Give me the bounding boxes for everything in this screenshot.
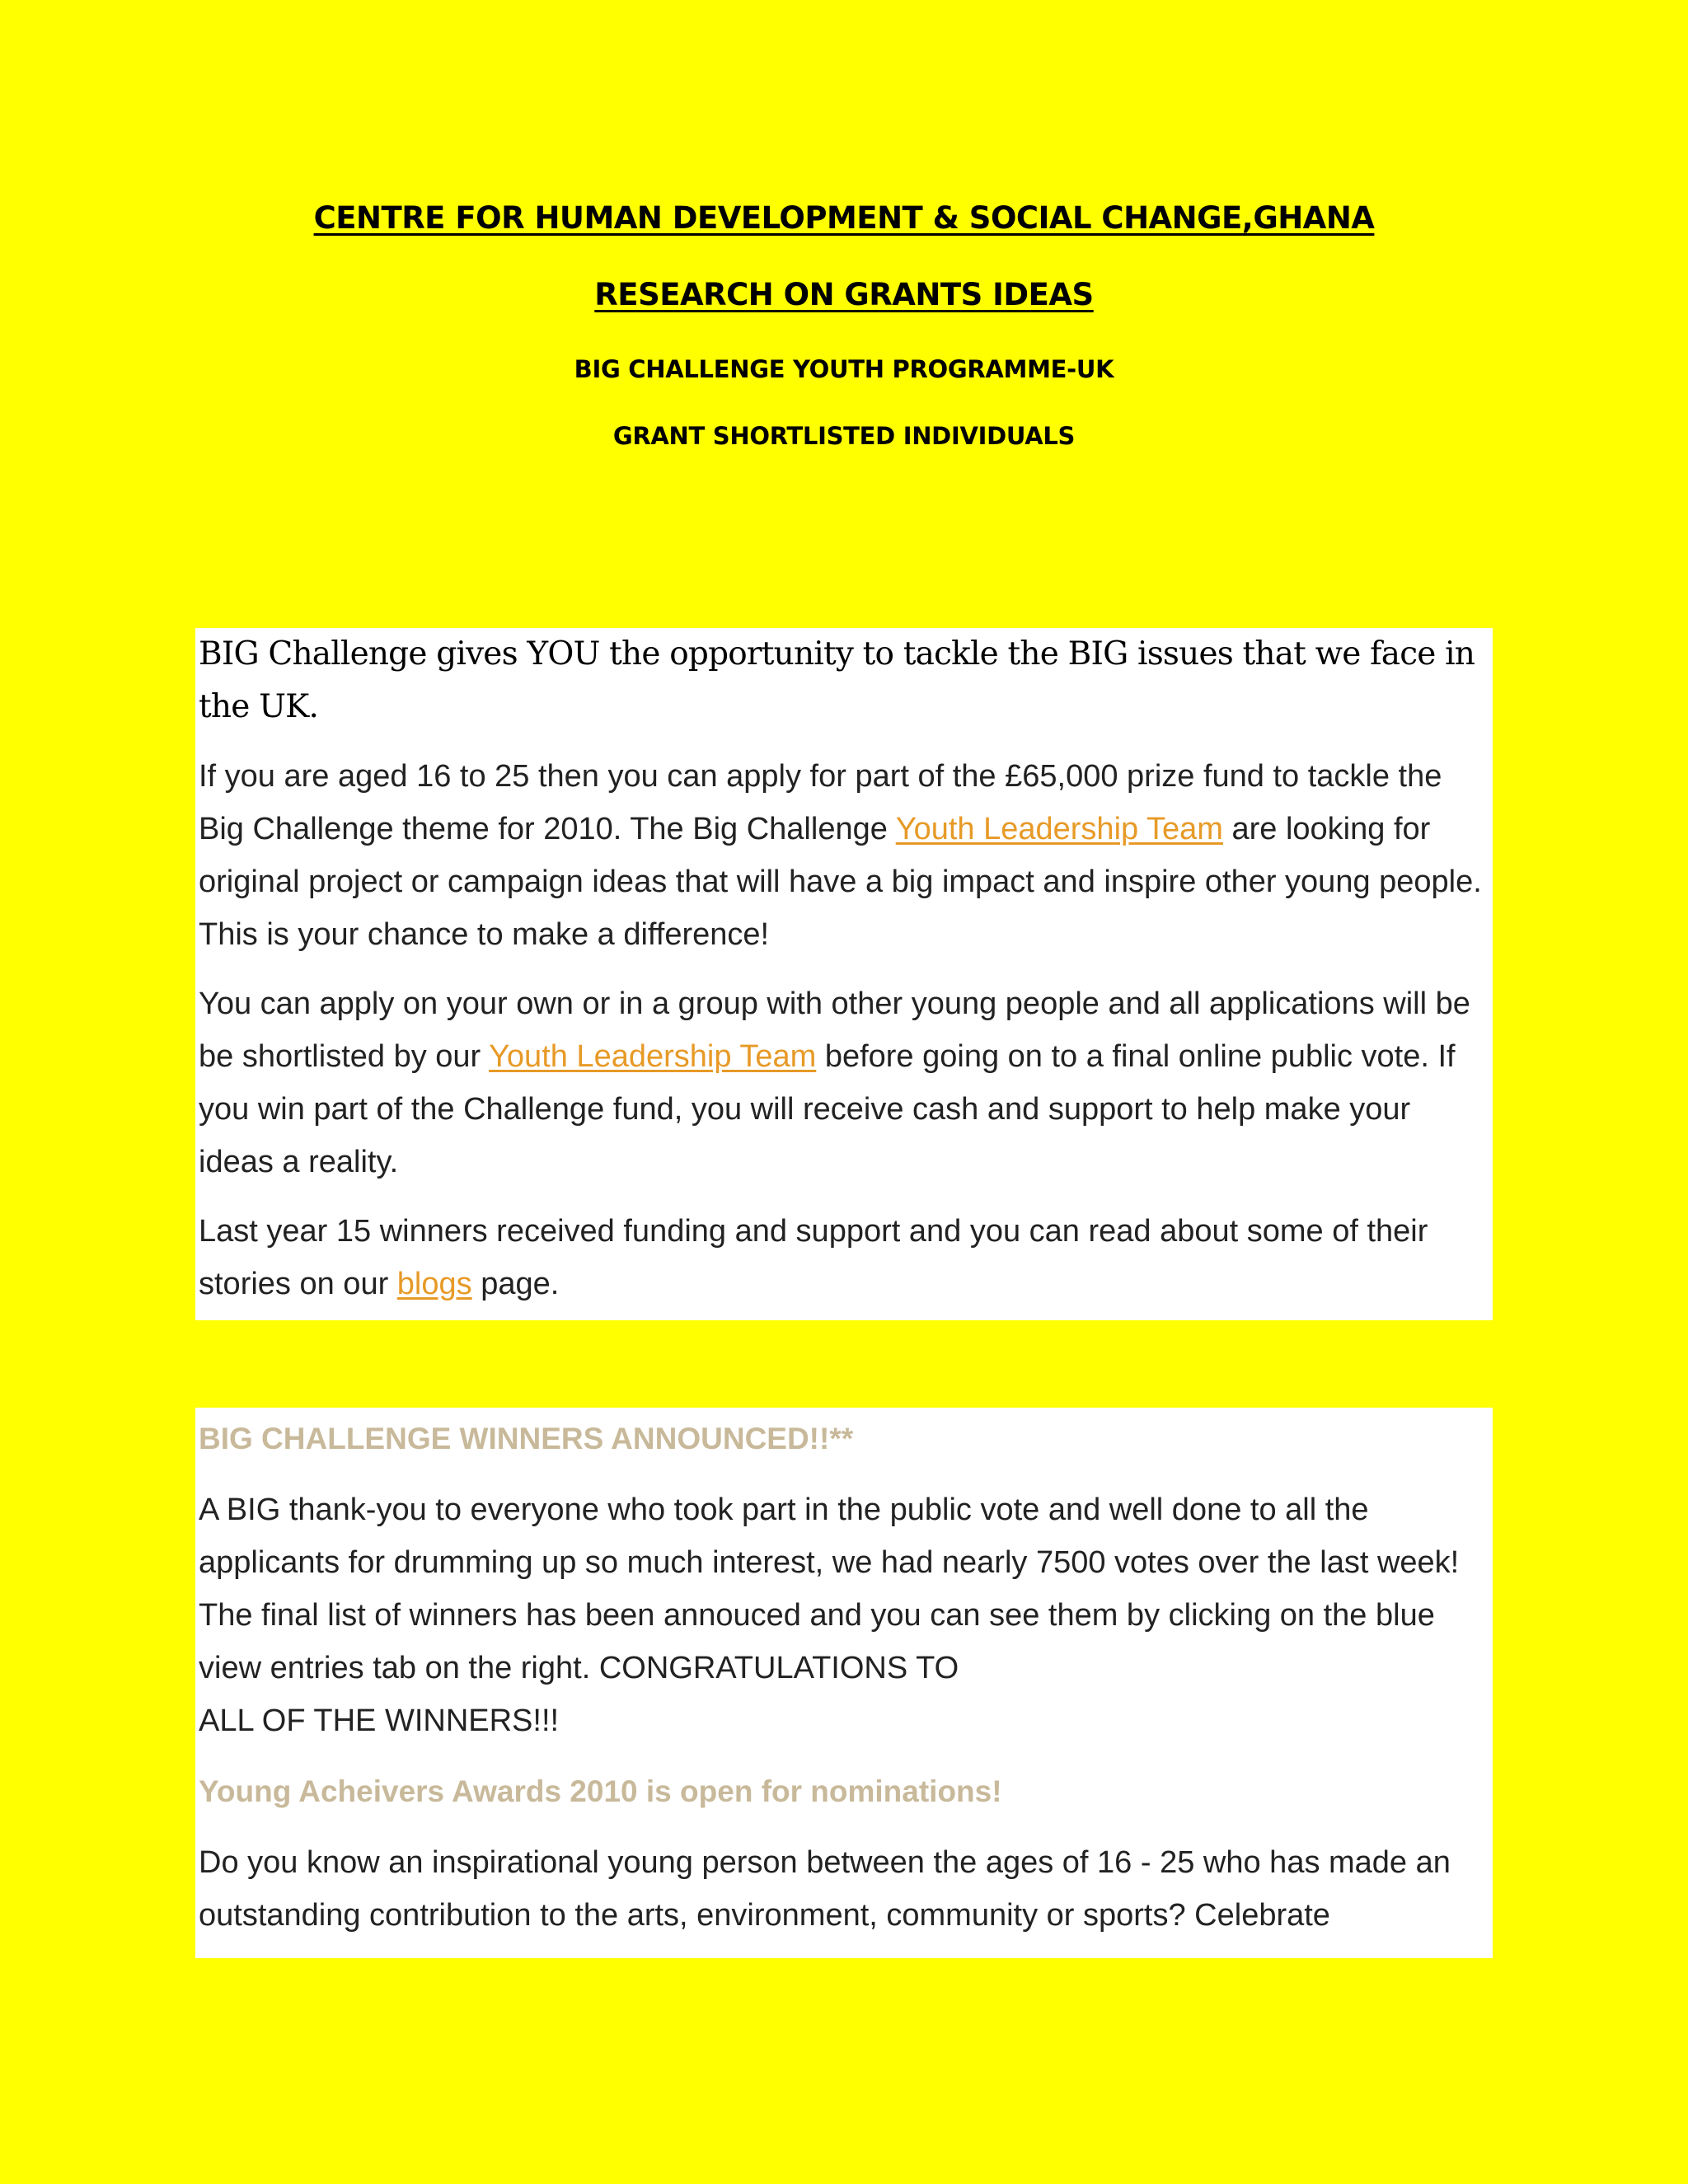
org-title: CENTRE FOR HUMAN DEVELOPMENT & SOCIAL CHANGE,GHANA: [313, 200, 1375, 236]
text-span: A BIG thank-you to everyone who took part in the public vote and well done to all the applicants for drumming up so much interest, we had nearly 7500 votes over the last week! The final list of winners has been annouced and you can see them by clicking on the blue view entries tab on the right. CONGRATULATIONS TO: [199, 1493, 1460, 1685]
programme-subtitle: BIG CHALLENGE YOUTH PROGRAMME-UK: [574, 355, 1114, 383]
intro-paragraph-3: [199, 1205, 1489, 1310]
winners-announced-box: [195, 1408, 1493, 1958]
text-span: If you are aged 16 to 25 then you can apply for part of the £65,000 prize fund to tackle the Big Challenge theme for 2010. The Big Challenge: [199, 759, 1442, 846]
youth-leadership-team-link-2[interactable]: Youth Leadership Team: [489, 1039, 817, 1074]
big-challenge-intro-box: [195, 628, 1493, 1320]
blogs-link[interactable]: blogs: [396, 1267, 472, 1301]
awards-heading: Young Acheivers Awards 2010 is open for nominations!: [199, 1774, 1002, 1808]
text-span: Last year 15 winners received funding and support and you can read about some of their stories on our: [199, 1214, 1428, 1301]
winners-paragraph: [199, 1483, 1489, 1747]
text-span: page.: [471, 1267, 560, 1301]
intro-lead: BIG Challenge gives YOU the opportunity to tackle the BIG issues that we face in the UK.: [199, 635, 1475, 725]
text-span: ALL OF THE WINNERS!!!: [199, 1704, 560, 1738]
intro-paragraph-2: [199, 977, 1489, 1188]
text-span: before going on to a final online public vote. If you win part of the Challenge fund, you will receive cash and support to help make your ideas a reality.: [199, 1039, 1456, 1179]
winners-heading: BIG CHALLENGE WINNERS ANNOUNCED!!**: [199, 1422, 854, 1455]
shortlist-subtitle: GRANT SHORTLISTED INDIVIDUALS: [612, 422, 1076, 450]
awards-paragraph: Do you know an inspirational young person between the ages of 16 - 25 who has made an outstanding contribution to the arts, environment, community or sports? Celebrate: [199, 1845, 1451, 1933]
text-span: are looking for original project or campaign ideas that will have a big impact and inspire other young people. This is your chance to make a difference!: [199, 812, 1482, 952]
youth-leadership-team-link[interactable]: Youth Leadership Team: [895, 812, 1223, 846]
intro-paragraph-1: [199, 750, 1489, 961]
text-span: You can apply on your own or in a group with other young people and all applications will be be shortlisted by our: [199, 987, 1470, 1074]
research-title: RESEARCH ON GRANTS IDEAS: [594, 277, 1094, 312]
